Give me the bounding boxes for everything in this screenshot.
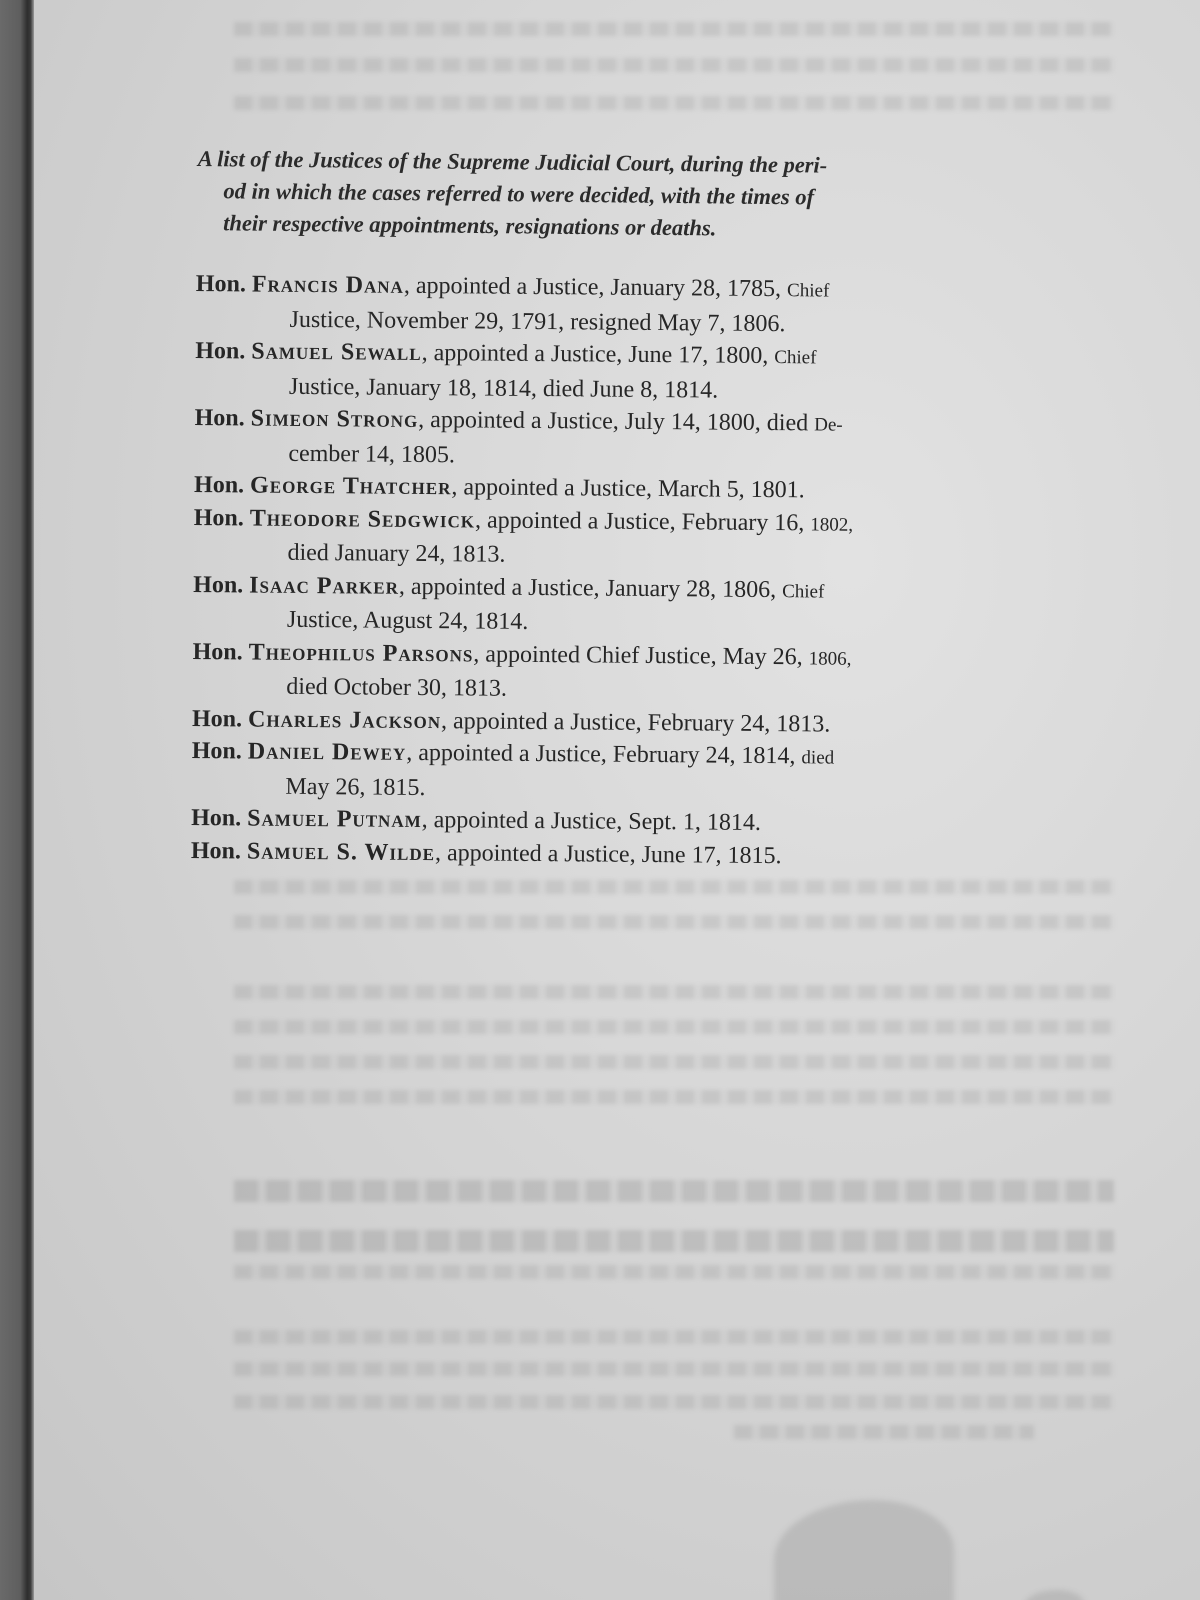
bleed-through-line bbox=[234, 915, 1114, 929]
justice-name: Samuel S. Wilde bbox=[246, 837, 436, 866]
list-item bbox=[193, 501, 1094, 576]
entry-text-tail: 1802, bbox=[810, 513, 854, 536]
page-title bbox=[197, 143, 1088, 248]
entry-continuation: cember 14, 1805. bbox=[288, 440, 456, 468]
bleed-through-line bbox=[234, 880, 1114, 894]
book-binding-edge bbox=[0, 0, 34, 1600]
bleed-through-line bbox=[234, 1090, 1114, 1104]
honorific: Hon. bbox=[195, 337, 246, 365]
bleed-through-line bbox=[234, 1055, 1114, 1069]
justice-name: Charles Jackson bbox=[247, 705, 442, 734]
justice-name: Samuel Putnam bbox=[247, 805, 422, 833]
justices-list bbox=[191, 268, 1096, 875]
honorific: Hon. bbox=[190, 837, 242, 864]
entry-text-tail: Chief bbox=[774, 347, 817, 369]
entry-text: , appointed a Justice, July 14, 1800, died bbox=[418, 406, 815, 437]
entry-continuation: died October 30, 1813. bbox=[286, 673, 508, 702]
entry-text-tail: 1806, bbox=[808, 647, 852, 670]
list-item bbox=[195, 335, 1096, 410]
justice-name: Theophilus Parsons bbox=[248, 638, 474, 667]
list-item bbox=[195, 268, 1096, 343]
title-line: od in which the cases referred to were decided, with the times of bbox=[223, 178, 815, 210]
entry-text: , appointed a Justice, March 5, 1801. bbox=[451, 474, 805, 504]
honorific: Hon. bbox=[195, 270, 246, 298]
entry-text: , appointed Chief Justice, May 26, bbox=[473, 640, 809, 670]
bleed-through-line bbox=[734, 1425, 1034, 1439]
honorific: Hon. bbox=[191, 804, 242, 832]
honorific: Hon. bbox=[191, 705, 243, 732]
bleed-through-line bbox=[234, 1230, 1114, 1252]
list-item bbox=[192, 635, 1093, 710]
bleed-through-line bbox=[234, 1020, 1114, 1034]
bleed-through-line bbox=[234, 1330, 1114, 1344]
entry-text-tail: Chief bbox=[787, 280, 830, 302]
bleed-through-line bbox=[234, 1180, 1114, 1202]
entry-text-tail: died bbox=[801, 747, 835, 769]
entry-continuation: May 26, 1815. bbox=[285, 773, 426, 801]
bleed-through-line bbox=[234, 1395, 1114, 1409]
paper-stain bbox=[774, 1500, 954, 1600]
justice-name: Isaac Parker bbox=[249, 571, 400, 600]
paper-stain bbox=[1024, 1590, 1084, 1600]
honorific: Hon. bbox=[193, 471, 245, 499]
title-line: A list of the Justices of the Supreme Judicial Court, during the peri- bbox=[197, 145, 828, 178]
bleed-through-line bbox=[234, 985, 1114, 999]
entry-continuation: died January 24, 1813. bbox=[287, 539, 506, 568]
justice-name: George Thatcher bbox=[250, 472, 452, 501]
entry-text: , appointed a Justice, Sept. 1, 1814. bbox=[421, 806, 762, 836]
honorific: Hon. bbox=[194, 404, 245, 432]
justice-name: Simeon Strong bbox=[250, 405, 419, 433]
entry-text: , appointed a Justice, February 16, bbox=[474, 506, 811, 536]
bleed-through-line bbox=[234, 1265, 1114, 1279]
bleed-through-line bbox=[234, 58, 1114, 72]
entry-text: , appointed a Justice, January 28, 1806, bbox=[398, 573, 783, 603]
entry-text-tail: De- bbox=[814, 414, 843, 436]
justice-name: Francis Dana bbox=[251, 271, 404, 299]
justice-name: Theodore Sedgwick bbox=[249, 504, 476, 533]
honorific: Hon. bbox=[193, 571, 244, 598]
entry-text: , appointed a Justice, June 17, 1815. bbox=[434, 839, 782, 869]
honorific: Hon. bbox=[191, 737, 242, 765]
justice-name: Samuel Sewall bbox=[251, 338, 422, 366]
honorific: Hon. bbox=[192, 638, 243, 665]
entry-text: , appointed a Justice, February 24, 1814, bbox=[406, 739, 802, 770]
honorific: Hon. bbox=[193, 504, 244, 531]
bleed-through-line bbox=[234, 1362, 1114, 1376]
entry-continuation: Justice, January 18, 1814, died June 8, 1814. bbox=[288, 373, 719, 404]
bleed-through-line bbox=[234, 96, 1114, 110]
entry-continuation: Justice, August 24, 1814. bbox=[286, 606, 529, 635]
justice-name: Daniel Dewey bbox=[247, 738, 407, 766]
list-item bbox=[191, 735, 1092, 810]
entry-text: , appointed a Justice, January 28, 1785, bbox=[403, 272, 788, 303]
bleed-through-line bbox=[234, 22, 1114, 36]
entry-text-tail: Chief bbox=[782, 580, 825, 602]
list-item bbox=[194, 402, 1095, 477]
title-line: their respective appointments, resignations or deaths. bbox=[223, 210, 717, 241]
entry-text: , appointed a Justice, June 17, 1800, bbox=[421, 339, 775, 370]
list-item bbox=[193, 568, 1094, 643]
entry-continuation: Justice, November 29, 1791, resigned May 7, 1806. bbox=[289, 306, 786, 337]
entry-text: , appointed a Justice, February 24, 1813. bbox=[440, 707, 831, 738]
